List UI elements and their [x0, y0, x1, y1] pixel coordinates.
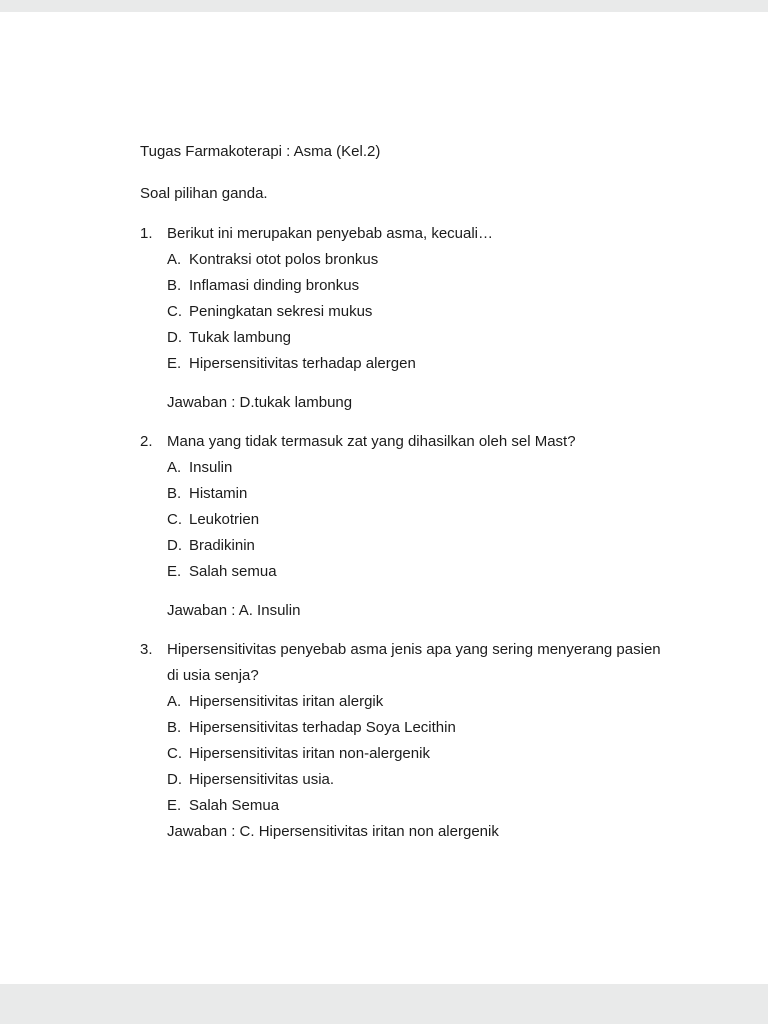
option-letter: A. [167, 251, 182, 268]
option-text: Tukak lambung [189, 329, 291, 346]
option-letter: C. [167, 303, 182, 320]
answer-text: Jawaban : D.tukak lambung [167, 394, 353, 411]
option-letter: A. [167, 459, 182, 476]
option-letter: D. [167, 771, 182, 788]
question-text: Hipersensitivitas penyebab asma jenis apa yang sering menyerang pasien di usia senja? [167, 641, 661, 684]
option-row [140, 507, 672, 533]
option-text: Salah semua [189, 563, 277, 580]
option-row [140, 273, 672, 299]
option-row [140, 351, 672, 377]
option-text: Inflamasi dinding bronkus [189, 277, 360, 294]
document-page [0, 12, 768, 984]
option-letter: D. [167, 329, 182, 346]
option-text: Hipersensitivitas terhadap alergen [189, 355, 416, 372]
option-text: Bradikinin [189, 537, 255, 554]
option-row [140, 325, 672, 351]
option-row [140, 299, 672, 325]
option-row [140, 455, 672, 481]
option-letter: A. [167, 693, 182, 710]
option-row [140, 793, 672, 819]
option-letter: D. [167, 537, 182, 554]
question-block-2 [140, 429, 672, 624]
answer-text: Jawaban : A. Insulin [167, 602, 301, 619]
option-letter: B. [167, 719, 182, 736]
question-block-3 [140, 637, 672, 845]
option-letter: E. [167, 355, 182, 372]
option-letter: C. [167, 745, 182, 762]
option-text: Hipersensitivitas iritan alergik [189, 693, 384, 710]
option-row [140, 247, 672, 273]
option-row [140, 481, 672, 507]
question-text: Berikut ini merupakan penyebab asma, kecuali… [167, 225, 494, 242]
option-row [140, 741, 672, 767]
question-row [140, 221, 672, 247]
option-row [140, 767, 672, 793]
option-row [140, 715, 672, 741]
question-text: Mana yang tidak termasuk zat yang dihasilkan oleh sel Mast? [167, 433, 576, 450]
question-number: 1. [140, 225, 153, 242]
option-letter: E. [167, 563, 182, 580]
option-letter: B. [167, 277, 182, 294]
document-content [0, 12, 768, 845]
option-text: Insulin [189, 459, 233, 476]
option-text: Hipersensitivitas terhadap Soya Lecithin [189, 719, 456, 736]
option-row [140, 533, 672, 559]
answer-text: Jawaban : C. Hipersensitivitas iritan non alergenik [167, 823, 499, 840]
option-text: Histamin [189, 485, 248, 502]
document-subtitle: Soal pilihan ganda. [140, 185, 268, 202]
option-text: Leukotrien [189, 511, 260, 528]
option-row [140, 689, 672, 715]
question-number: 2. [140, 433, 153, 450]
option-text: Hipersensitivitas iritan non-alergenik [189, 745, 430, 762]
question-block-1 [140, 221, 672, 416]
option-letter: B. [167, 485, 182, 502]
question-row [140, 429, 672, 455]
option-text: Salah Semua [189, 797, 280, 814]
option-letter: C. [167, 511, 182, 528]
option-text: Peningkatan sekresi mukus [189, 303, 373, 320]
option-text: Hipersensitivitas usia. [189, 771, 335, 788]
option-letter: E. [167, 797, 182, 814]
question-row [140, 637, 672, 689]
option-text: Kontraksi otot polos bronkus [189, 251, 379, 268]
question-number: 3. [140, 641, 153, 658]
option-row [140, 559, 672, 585]
document-title: Tugas Farmakoterapi : Asma (Kel.2) [140, 143, 381, 160]
